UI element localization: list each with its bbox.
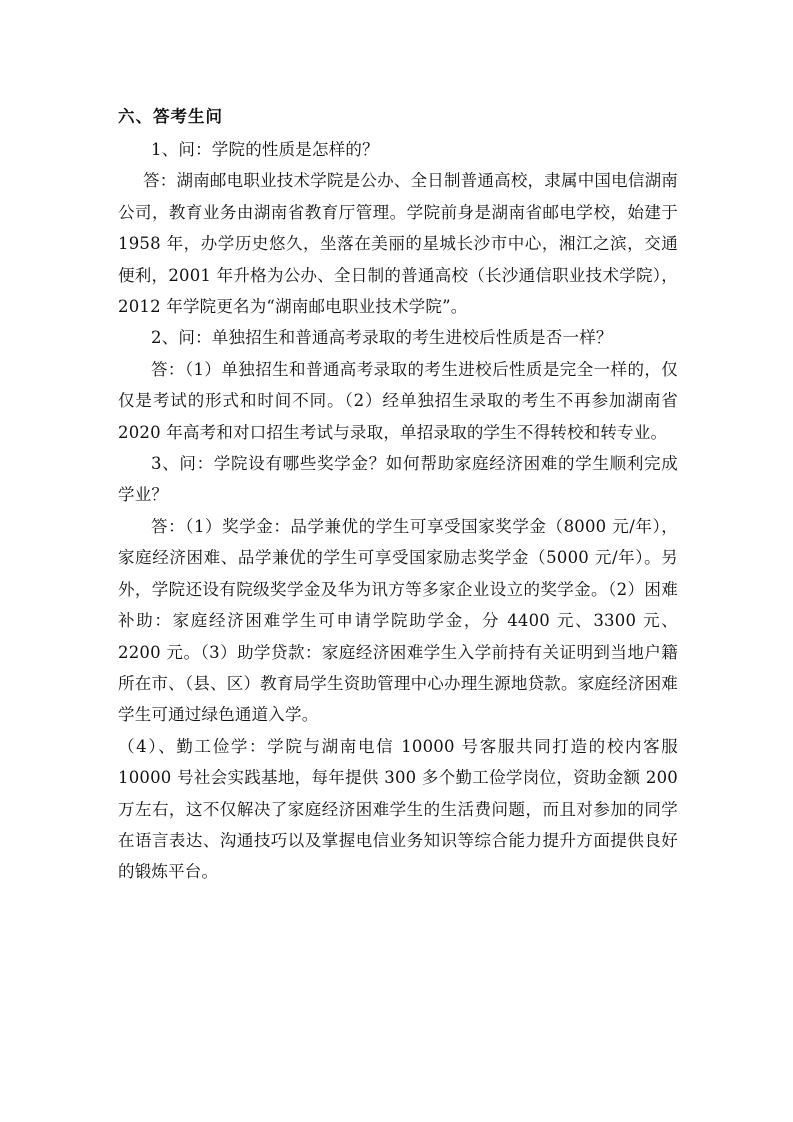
question-2: 2、问：单独招生和普通高考录取的考生进校后性质是否一样？ xyxy=(151,328,613,348)
answer-2: 答：（1）单独招生和普通高考录取的考生进校后性质是完全一样的，仅仅是考试的形式和时间不同。（2）经单独招生录取的考生不再参加湖南省 2020 年高考和对口招生考试与录取，单招录取的学生不得转校和转专业。 xyxy=(118,359,678,442)
document-body xyxy=(118,102,678,888)
question-3: 3、问：学院设有哪些奖学金？如何帮助家庭经济困难的学生顺利完成学业？ xyxy=(118,454,678,505)
answer-3-part-4: （4）、勤工俭学：学院与湖南电信 10000 号客服共同打造的校内客服 10000 号社会实践基地，每年提供 300 多个勤工俭学岗位，资助金额 200 万左右，这不仅解决了家庭经济困难学生的生活费问题，而且对参加的同学在语言表达、沟通技巧以及掌握电信业务知识等综合能力提升方面提供良好的锻炼平台。 xyxy=(118,736,678,882)
section-heading: 六、答考生问 xyxy=(118,107,223,126)
answer-3: 答：（1）奖学金：品学兼优的学生可享受国家奖学金（8000 元/年），家庭经济困难、品学兼优的学生可享受国家励志奖学金（5000 元/年）。另外，学院还设有院级奖学金及华为讯方等多家企业设立的奖学金。（2）困难补助：家庭经济困难学生可申请学院助学金，分 4400 元、3300 元、2200 元。（3）助学贷款：家庭经济困难学生入学前持有关证明到当地户籍所在市、（县、区）教育局学生资助管理中心办理生源地贷款。家庭经济困难学生可通过绿色通道入学。 xyxy=(118,516,678,725)
question-1: 1、问：学院的性质是怎样的？ xyxy=(151,140,379,159)
answer-1: 答：湖南邮电职业技术学院是公办、全日制普通高校，隶属中国电信湖南公司，教育业务由湖南省教育厅管理。学院前身是湖南省邮电学校，始建于 1958 年，办学历史悠久，坐落在美丽的星城长沙市中心，湘江之滨，交通便利，2001 年升格为公办、全日制的普通高校（长沙通信职业技术学院），2012 年学院更名为“湖南邮电职业技术学院”。 xyxy=(118,171,678,317)
